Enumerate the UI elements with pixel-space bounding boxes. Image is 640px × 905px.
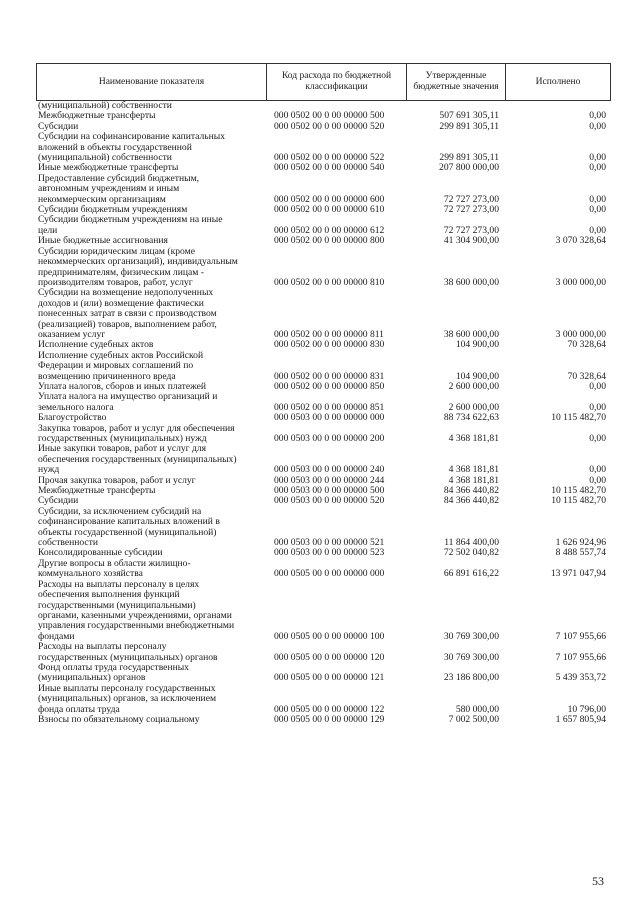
row-done: 7 107 955,66: [555, 630, 606, 642]
row-done: 0,00: [589, 464, 606, 476]
row-plan: 104 900,00: [455, 370, 499, 382]
table-row: [36, 663, 610, 684]
row-name-line: Субсидии бюджетным учреждениям на иные: [38, 214, 223, 226]
row-done: 3 000 000,00: [555, 276, 606, 288]
row-plan: 299 891 305,11: [439, 120, 499, 132]
row-done: 5 439 353,72: [555, 672, 606, 684]
row-name: [36, 580, 266, 642]
row-done: 3 070 328,64: [555, 235, 606, 247]
row-plan: 66 891 616,22: [443, 568, 499, 580]
row-name-line: Иные бюджетные ассигнования: [38, 235, 168, 247]
row-name: [36, 288, 266, 340]
row-name-line: обеспечения выполнения функций: [38, 589, 180, 601]
row-name-line: Другие вопросы в области жилищно-: [38, 557, 191, 569]
table-row: [36, 684, 610, 715]
row-name-line: софинансирование капитальных вложений в: [38, 516, 220, 528]
row-name-line: Субсидии, за исключением субсидий на: [38, 505, 202, 517]
row-name: [36, 559, 266, 580]
row-code: 000 0502 00 0 00 00000 500: [274, 110, 385, 122]
row-code: 000 0502 00 0 00 00000 610: [274, 204, 385, 216]
row-name: [36, 351, 266, 382]
row-name-line: Иные выплаты персоналу государственных: [38, 682, 216, 694]
row-code: 000 0503 00 0 00 00000 200: [274, 433, 385, 444]
row-code: 000 0502 00 0 00 00000 830: [274, 339, 385, 351]
table-row: [36, 351, 610, 382]
row-code: 000 0503 00 0 00 00000 520: [274, 495, 385, 507]
row-code: 000 0502 00 0 00 00000 800: [274, 235, 385, 247]
row-plan: 38 600 000,00: [443, 328, 499, 340]
row-code: 000 0502 00 0 00 00000 831: [274, 370, 385, 382]
row-name-line: Исполнение судебных актов: [38, 339, 154, 351]
row-code: 000 0502 00 0 00 00000 810: [274, 276, 385, 288]
row-name-line: возмещению причиненного вреда: [38, 370, 176, 382]
header-code: Код расхода по бюджетной классификации: [267, 64, 407, 101]
row-done: 10 115 482,70: [551, 412, 606, 424]
row-code: 000 0505 00 0 00 00000 120: [274, 651, 385, 663]
row-name-line: понесенных затрат в связи с производством: [38, 308, 217, 320]
page-number: 53: [592, 874, 604, 888]
row-name: [36, 663, 266, 684]
row-done: 0,00: [589, 474, 606, 486]
row-code: 000 0505 00 0 00 00000 100: [274, 630, 385, 642]
row-done: 10 115 482,70: [551, 485, 606, 497]
row-name-line: Субсидии: [38, 120, 79, 132]
row-name-line: государственных (муниципальных) органов: [38, 651, 218, 663]
row-plan: 2 600 000,00: [448, 380, 499, 392]
row-code: 000 0502 00 0 00 00000 612: [274, 224, 385, 236]
row-name-line: управления государственными внебюджетными: [38, 620, 235, 632]
row-name-line: Взносы по обязательному социальному: [38, 713, 200, 725]
row-code: 000 0503 00 0 00 00000 000: [274, 412, 385, 424]
table-row: [36, 392, 610, 413]
header-name: Наименование показателя: [37, 64, 267, 101]
row-plan: 41 304 900,00: [443, 235, 499, 247]
row-plan: 299 891 305,11: [439, 152, 499, 164]
header-done: Исполнено: [506, 64, 611, 101]
row-name-line: вложений в объекты государственной: [38, 141, 192, 153]
table-row: [36, 132, 610, 163]
row-name-line: Благоустройство: [38, 412, 107, 424]
row-plan: 72 727 273,00: [443, 193, 499, 205]
row-name-line: Предоставление субсидий бюджетным,: [38, 172, 200, 184]
row-plan: 30 769 300,00: [443, 630, 499, 642]
row-name-line: предпринимателям, физическим лицам -: [38, 266, 204, 278]
row-name-line: Иные закупки товаров, работ и услуг для: [38, 443, 207, 455]
row-name-line: Субсидии на софинансирование капитальных: [38, 131, 226, 143]
table-row: [36, 580, 610, 642]
row-name-line: оказанием услуг: [38, 328, 106, 340]
row-done: 8 488 557,74: [555, 547, 606, 559]
row-name-line: нужд: [38, 464, 60, 476]
row-done: 0,00: [589, 380, 606, 392]
row-name-line: собственности: [38, 537, 99, 549]
row-done: 1 657 805,94: [555, 713, 606, 725]
row-name-line: производителям товаров, работ, услуг: [38, 276, 193, 288]
row-code: 000 0502 00 0 00 00000 850: [274, 380, 385, 392]
row-plan: 84 366 440,82: [443, 485, 499, 497]
row-name: [36, 215, 266, 236]
row-code: 000 0505 00 0 00 00000 000: [274, 568, 385, 580]
row-name-line: автономным учреждениям и иным: [38, 183, 180, 195]
row-plan: 23 186 800,00: [443, 672, 499, 684]
row-name-line: (муниципальной) собственности: [38, 100, 172, 111]
row-name: [36, 684, 266, 715]
row-done: 0,00: [589, 110, 606, 122]
row-plan: 84 366 440,82: [443, 495, 499, 507]
table-row: [36, 174, 610, 205]
row-code: 000 0505 00 0 00 00000 122: [274, 703, 385, 715]
row-name-line: цели: [38, 224, 58, 236]
row-name: [36, 715, 266, 725]
table-row: [36, 642, 610, 663]
row-code: 000 0505 00 0 00 00000 121: [274, 672, 385, 684]
row-done: 0,00: [589, 204, 606, 216]
row-code: 000 0503 00 0 00 00000 523: [274, 547, 385, 559]
row-plan: 104 900,00: [455, 339, 499, 351]
header-plan: Утвержденные бюджетные значения: [407, 64, 506, 101]
table-row: [36, 507, 610, 549]
row-name-line: коммунального хозяйства: [38, 568, 143, 580]
row-name-line: обеспечения государственных (муниципальных): [38, 453, 237, 465]
row-done: 70 328,64: [567, 339, 606, 351]
table-row: [36, 424, 610, 445]
row-code: 000 0502 00 0 00 00000 522: [274, 152, 385, 164]
row-name-line: Межбюджетные трансферты: [38, 110, 156, 122]
table-row: [36, 215, 610, 236]
row-name-line: доходов и (или) возмещение фактически: [38, 297, 204, 309]
row-name-line: фонда оплаты труда: [38, 703, 120, 715]
row-done: 0,00: [589, 152, 606, 164]
row-done: 0,00: [589, 193, 606, 205]
row-name-line: (муниципальных) органов: [38, 672, 146, 684]
row-name-line: Субсидии бюджетным учреждениям: [38, 204, 188, 216]
row-plan: 72 727 273,00: [443, 224, 499, 236]
row-name-line: Прочая закупка товаров, работ и услуг: [38, 474, 196, 486]
table-header: [36, 63, 611, 101]
row-done: 1 626 924,96: [555, 537, 606, 549]
row-name-line: (муниципальной) собственности: [38, 152, 172, 164]
row-name-line: органами, казенными учреждениями, органами: [38, 609, 232, 621]
row-name-line: Исполнение судебных актов Российской: [38, 349, 204, 361]
row-name-line: Федерации и мировых соглашений по: [38, 360, 194, 372]
row-name-line: Субсидии: [38, 495, 79, 507]
row-code: 000 0502 00 0 00 00000 811: [274, 328, 384, 340]
table-row: [36, 715, 610, 725]
table-row: [36, 288, 610, 340]
row-name: [36, 392, 266, 413]
row-name-line: государственными (муниципальными): [38, 599, 196, 611]
row-code: 000 0502 00 0 00 00000 520: [274, 120, 385, 132]
row-name: [36, 247, 266, 289]
row-name: [36, 174, 266, 205]
row-done: 70 328,64: [567, 370, 606, 382]
row-done: 10 115 482,70: [551, 495, 606, 507]
row-name-line: (реализацией) товаров, выполнением работ,: [38, 318, 217, 330]
row-name: [36, 507, 266, 549]
row-code: 000 0502 00 0 00 00000 600: [274, 193, 385, 205]
row-plan: 72 727 273,00: [443, 204, 499, 216]
row-done: 0,00: [589, 224, 606, 236]
row-plan: 2 600 000,00: [448, 401, 499, 413]
row-plan: 4 368 181,81: [448, 464, 499, 476]
budget-table: [36, 63, 610, 725]
row-name-line: земельного налога: [38, 401, 114, 413]
row-name: [36, 424, 266, 445]
row-done: 7 107 955,66: [555, 651, 606, 663]
row-plan: 72 502 040,82: [443, 547, 499, 559]
row-done: 0,00: [589, 120, 606, 132]
row-code: 000 0503 00 0 00 00000 244: [274, 474, 385, 486]
row-plan: 11 864 400,00: [444, 537, 499, 549]
row-name-line: объекты государственной (муниципальной): [38, 526, 217, 538]
row-done: 0,00: [589, 401, 606, 413]
row-done: 13 971 047,94: [550, 568, 606, 580]
row-name: [36, 642, 266, 663]
row-name-line: Закупка товаров, работ и услуг для обеспечения: [38, 422, 235, 434]
row-name-line: Уплата налогов, сборов и иных платежей: [38, 380, 207, 392]
row-plan: 580 000,00: [455, 703, 499, 715]
row-done: 3 000 000,00: [555, 328, 606, 340]
row-name-line: Фонд оплаты труда государственных: [38, 661, 189, 673]
row-code: 000 0505 00 0 00 00000 129: [274, 713, 385, 725]
row-name-line: Уплата налога на имущество организаций и: [38, 391, 218, 403]
row-plan: 4 368 181,81: [448, 474, 499, 486]
row-name-line: Расходы на выплаты персоналу в целях: [38, 578, 200, 590]
row-code: 000 0503 00 0 00 00000 521: [274, 537, 385, 549]
row-code: 000 0503 00 0 00 00000 240: [274, 464, 385, 476]
row-name-line: (муниципальных) органов, за исключением: [38, 693, 217, 705]
row-name: [36, 132, 266, 163]
row-plan: 88 734 622,63: [443, 412, 499, 424]
row-plan: 507 691 305,11: [439, 110, 499, 122]
row-plan: 4 368 181,81: [448, 433, 499, 444]
row-plan: 207 800 000,00: [439, 162, 499, 174]
row-name-line: Расходы на выплаты персоналу: [38, 641, 167, 653]
row-name-line: Иные межбюджетные трансферты: [38, 162, 179, 174]
row-name-line: государственных (муниципальных) нужд: [38, 433, 207, 444]
row-plan: 30 769 300,00: [443, 651, 499, 663]
row-done: 0,00: [589, 162, 606, 174]
row-name-line: Консолидированные субсидии: [38, 547, 163, 559]
row-name-line: Субсидии на возмещение недополученных: [38, 287, 214, 299]
row-done: 0,00: [589, 433, 606, 444]
table-body: [36, 101, 610, 725]
row-name-line: фондами: [38, 630, 75, 642]
table-row: [36, 559, 610, 580]
row-code: 000 0503 00 0 00 00000 500: [274, 485, 385, 497]
table-row: [36, 444, 610, 475]
row-name-line: Субсидии юридическим лицам (кроме: [38, 245, 195, 257]
row-plan: 38 600 000,00: [443, 276, 499, 288]
row-plan: 7 002 500,00: [448, 713, 499, 725]
row-done: 10 796,00: [567, 703, 606, 715]
row-code: 000 0502 00 0 00 00000 540: [274, 162, 385, 174]
row-code: 000 0502 00 0 00 00000 851: [274, 401, 385, 413]
row-name: [36, 444, 266, 475]
row-name-line: некоммерческих организаций), индивидуальным: [38, 256, 238, 268]
table-row: [36, 247, 610, 289]
row-name-line: Межбюджетные трансферты: [38, 485, 156, 497]
row-name-line: некоммерческим организациям: [38, 193, 166, 205]
